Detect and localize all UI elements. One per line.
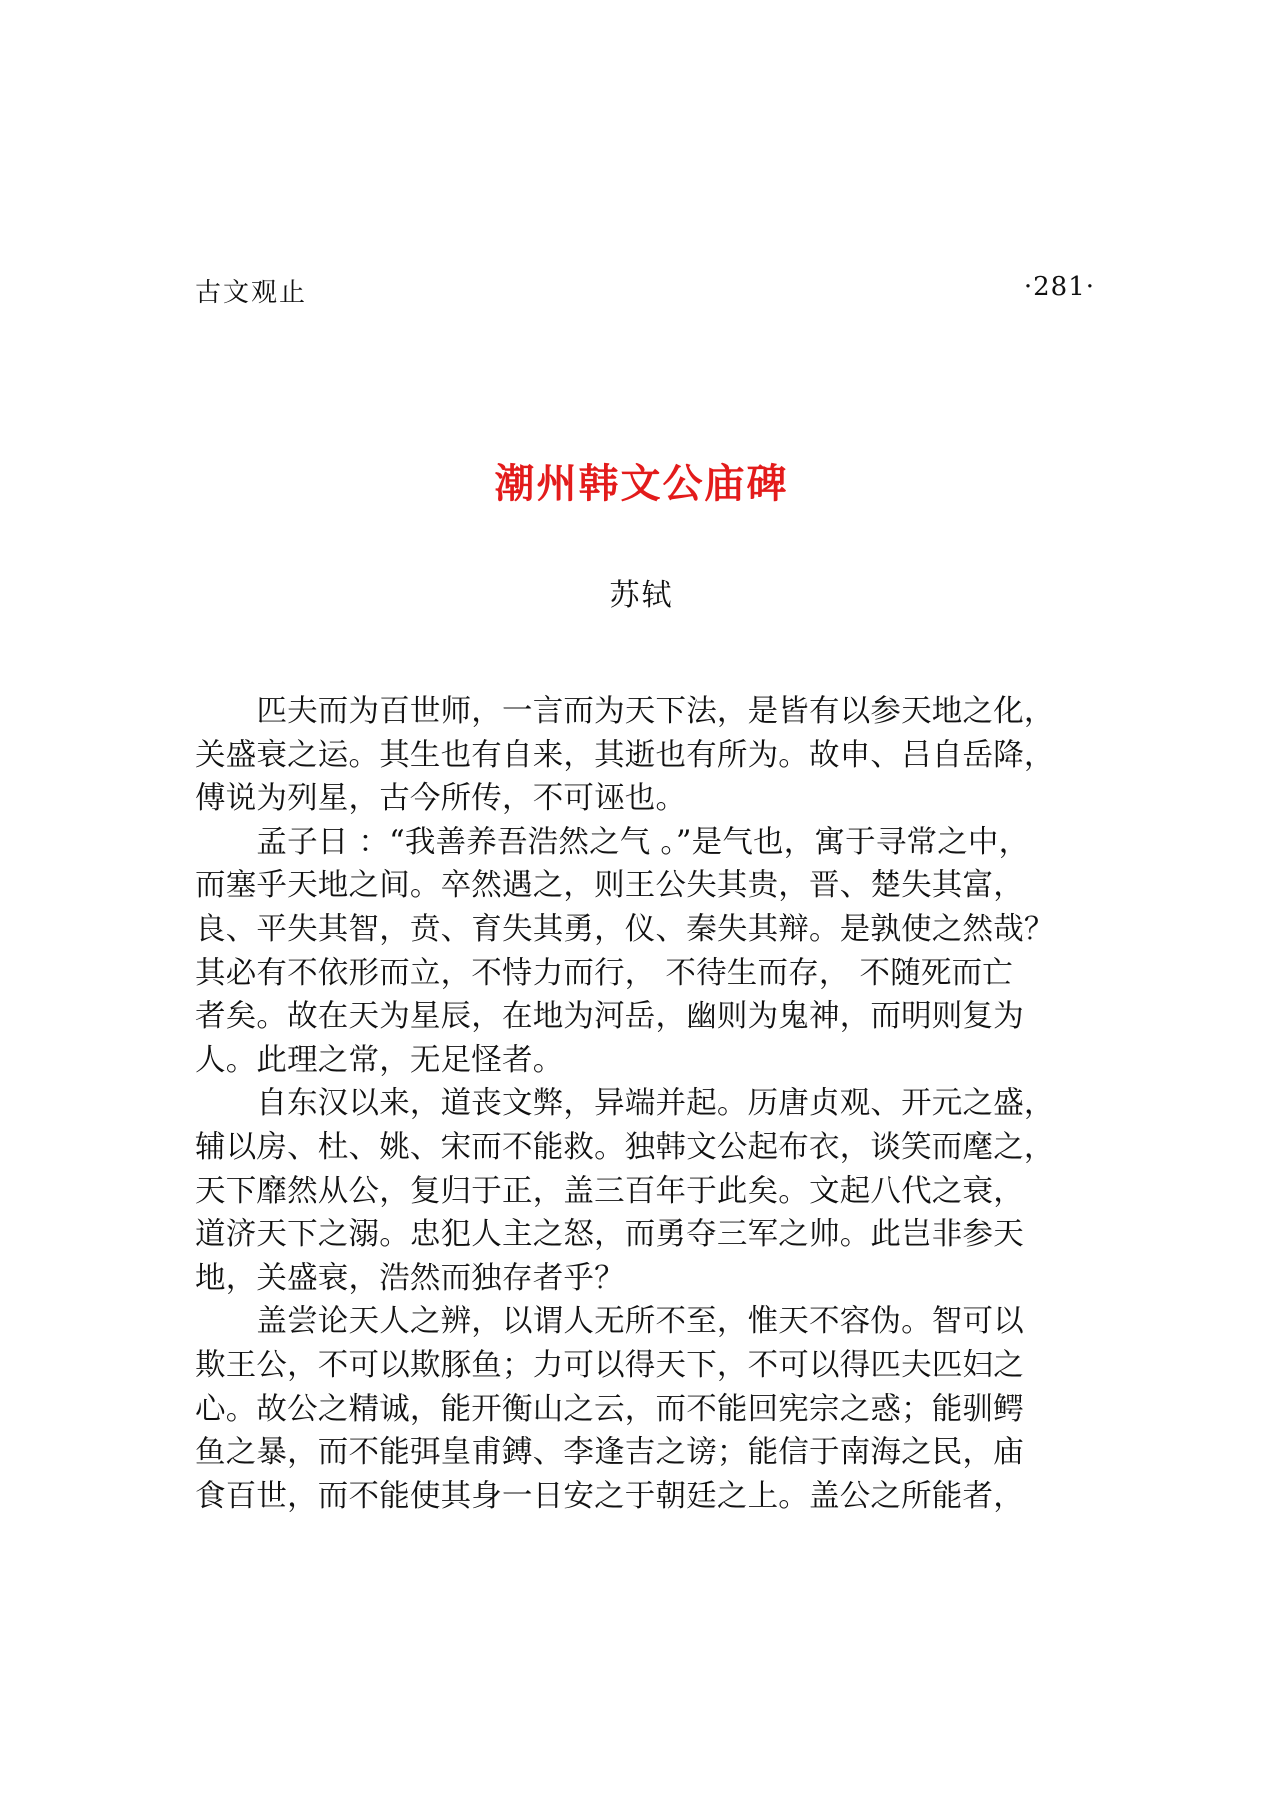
text-line: 辅以房、杜、姚、宋而不能救。独韩文公起布衣，谈笑而麾之， — [195, 1129, 1055, 1165]
text-line: 而塞乎天地之间。卒然遇之，则王公失其贵，晋、楚失其富， — [195, 868, 1024, 904]
paragraph-2 — [195, 821, 1105, 1083]
text-line: 鱼之暴，而不能弭皇甫鎛、李逢吉之谤；能信于南海之民，庙 — [195, 1435, 1024, 1471]
body-text — [195, 690, 1105, 1518]
paragraph-3 — [195, 1082, 1105, 1300]
text-line: 者矣。故在天为星辰，在地为河岳，幽则为鬼神，而明则复为 — [195, 999, 1024, 1035]
paragraph-1 — [195, 690, 1105, 821]
text-line: 傅说为列星，古今所传，不可诬也。 — [195, 781, 687, 817]
text-line: 盖尝论天人之辨，以谓人无所不至，惟天不容伪。智可以 — [195, 1304, 1024, 1340]
text-line: 良、平失其智，贲、育失其勇，仪、秦失其辩。是孰使之然哉？ — [195, 911, 1055, 947]
running-head — [195, 272, 1095, 312]
text-line: 匹夫而为百世师，一言而为天下法，是皆有以参天地之化， — [195, 694, 1055, 729]
text-line: 孟子日 ：“我善养吾浩然之气 。”是气也，寓于寻常之中， — [195, 824, 1030, 860]
text-line: 人。此理之常，无足怪者。 — [195, 1042, 564, 1078]
text-line: 食百世，而不能使其身一日安之于朝廷之上。盖公之所能者， — [195, 1478, 1024, 1514]
text-line: 其必有不依形而立，不恃力而行， 不待生而存， 不随死而亡 — [195, 955, 1013, 991]
text-line: 欺王公，不可以欺豚鱼；力可以得天下，不可以得匹夫匹妇之 — [195, 1347, 1024, 1383]
text-line: 关盛衰之运。其生也有自来，其逝也有所为。故申、吕自岳降， — [195, 737, 1055, 773]
article-title: 潮州韩文公庙碑 — [494, 461, 789, 507]
paragraph-4 — [195, 1300, 1105, 1518]
text-line: 心。故公之精诚，能开衡山之云，而不能回宪宗之惑；能驯鳄 — [195, 1391, 1024, 1427]
text-line: 地，关盛衰，浩然而独存者乎？ — [195, 1260, 625, 1296]
text-line: 自东汉以来，道丧文弊，异端并起。历唐贞观、开元之盛， — [195, 1086, 1055, 1122]
book-title: 古文观止 — [195, 278, 308, 308]
text-line: 道济天下之溺。忠犯人主之怒，而勇夺三军之帅。此岂非参天 — [195, 1217, 1024, 1253]
article-author: 苏轼 — [609, 578, 674, 613]
page-number: ·281· — [1023, 272, 1095, 302]
text-line: 天下靡然从公，复归于正，盖三百年于此矣。文起八代之衰， — [195, 1173, 1024, 1209]
